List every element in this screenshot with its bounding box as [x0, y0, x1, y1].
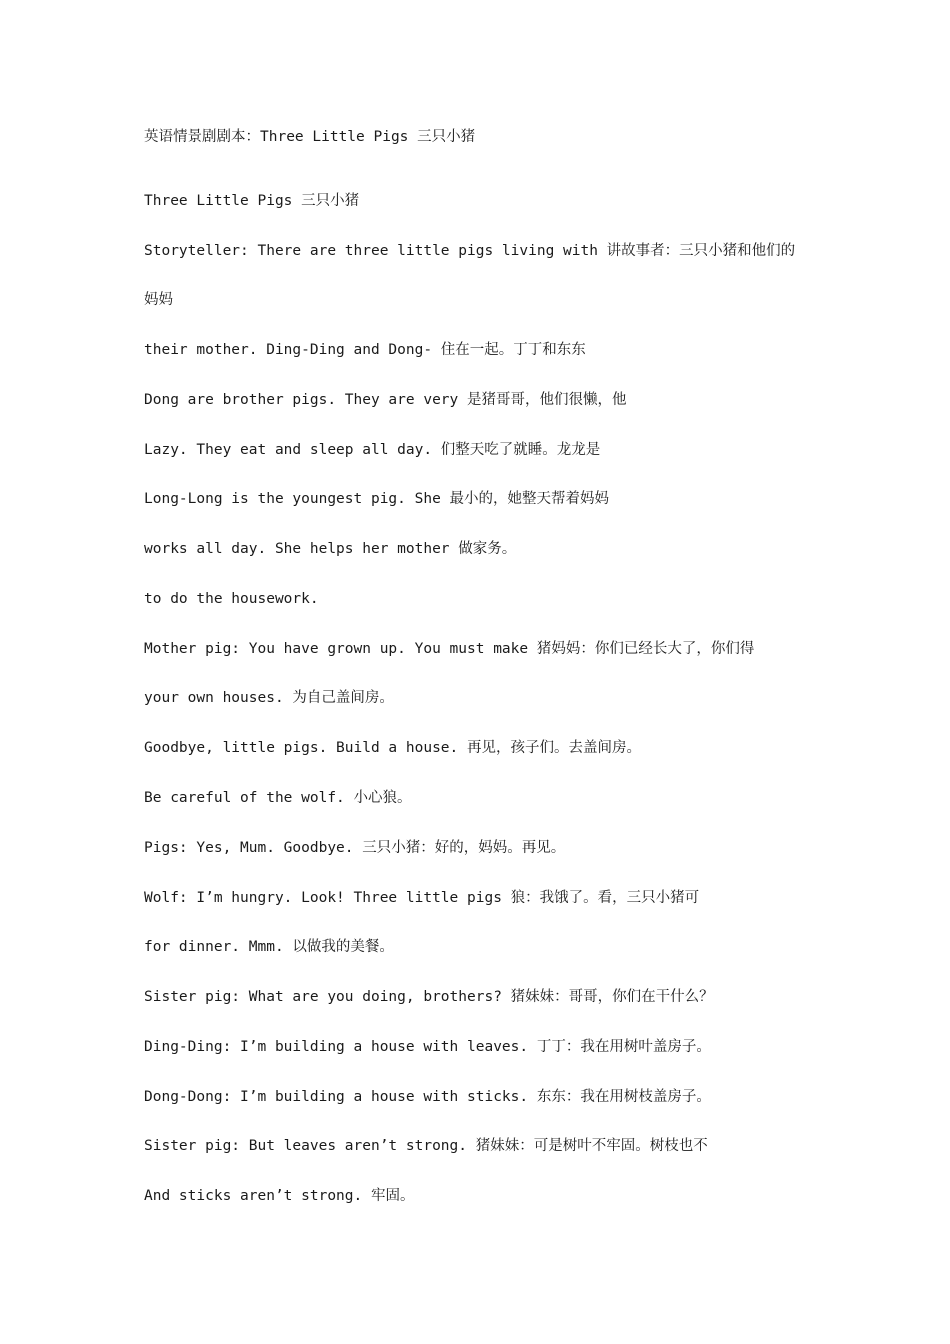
text-line: your own houses. 为自己盖间房。 [144, 690, 394, 706]
text-line: Lazy. They eat and sleep all day. 们整天吃了就睡。龙龙是 [144, 442, 601, 458]
text-line: Dong-Dong: I’m building a house with sticks. 东东：我在用树枝盖房子。 [144, 1089, 711, 1105]
text-line: Goodbye, little pigs. Build a house. 再见，孩子们。去盖间房。 [144, 740, 641, 756]
text-line: for dinner. Mmm. 以做我的美餐。 [144, 939, 394, 955]
text-line: Storyteller: There are three little pigs living with 讲故事者：三只小猪和他们的 [144, 243, 796, 259]
text-line: Dong are brother pigs. They are very 是猪哥哥，他们很懒，他 [144, 392, 627, 408]
text-line: their mother. Ding-Ding and Dong- 住在一起。丁丁和东东 [144, 342, 586, 358]
document-title: 英语情景剧剧本：Three Little Pigs 三只小猪 [144, 129, 476, 145]
text-line: Be careful of the wolf. 小心狼。 [144, 790, 412, 806]
text-line: Ding-Ding: I’m building a house with leaves. 丁丁：我在用树叶盖房子。 [144, 1039, 711, 1055]
text-line: Sister pig: What are you doing, brothers? 猪妹妹：哥哥，你们在干什么？ [144, 989, 714, 1005]
text-line: 妈妈 [144, 292, 173, 308]
text-line: And sticks aren’t strong. 牢固。 [144, 1188, 415, 1204]
text-line: to do the housework. [144, 591, 319, 607]
text-line: Three Little Pigs 三只小猪 [144, 193, 360, 209]
text-line: works all day. She helps her mother 做家务。 [144, 541, 517, 557]
text-line: Wolf: I’m hungry. Look! Three little pigs 狼：我饿了。看，三只小猪可 [144, 890, 700, 906]
text-line: Mother pig: You have grown up. You must make 猪妈妈：你们已经长大了，你们得 [144, 641, 755, 657]
text-line: Long-Long is the youngest pig. She 最小的，她整天帮着妈妈 [144, 491, 610, 507]
text-line: Sister pig: But leaves aren’t strong. 猪妹妹：可是树叶不牢固。树枝也不 [144, 1138, 708, 1154]
text-line: Pigs: Yes, Mum. Goodbye. 三只小猪：好的，妈妈。再见。 [144, 840, 566, 856]
